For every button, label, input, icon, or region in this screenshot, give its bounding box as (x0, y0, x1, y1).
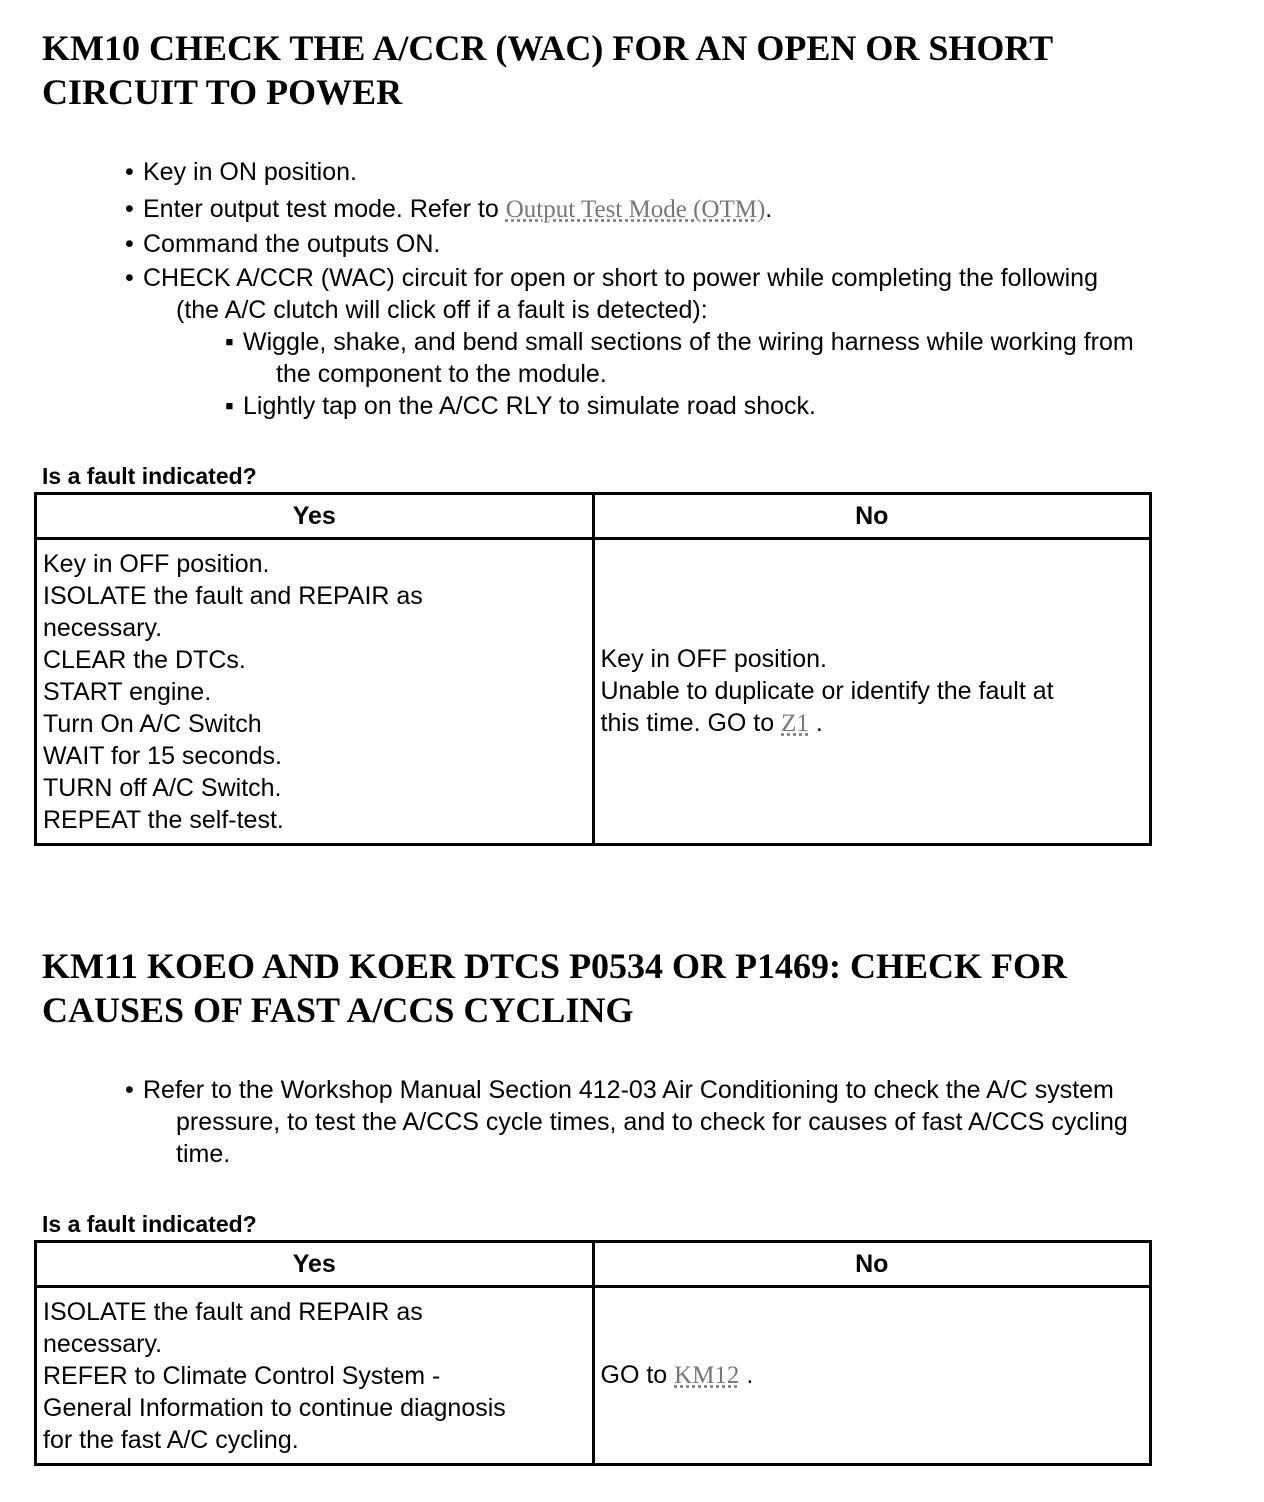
km10-step-4-line-2: (the A/C clutch will click off if a fault is detected): (176, 296, 708, 324)
km10-yes-line: necessary. (43, 613, 163, 642)
km11-yes-line: General Information to continue diagnosis (43, 1393, 506, 1422)
km10-substep-1-line-2: the component to the module. (276, 360, 607, 388)
km10-step-1-text: Key in ON position. (143, 158, 357, 186)
bullet-icon: • (125, 158, 134, 186)
km11-no-goto-text: GO to (600, 1361, 668, 1389)
km10-no-header: No (593, 494, 1151, 539)
link-suffix: . (808, 709, 823, 737)
km10-step-3 (125, 228, 441, 260)
km10-heading-line-2: CIRCUIT TO POWER (42, 72, 403, 112)
bullet-icon: • (125, 230, 134, 258)
km10-no-cell (593, 539, 1151, 845)
km11-yes-header: Yes (36, 1242, 594, 1287)
km11-no-line-goto (601, 1359, 1144, 1392)
period: . (765, 195, 773, 223)
km10-yes-line: REPEAT the self-test. (43, 805, 284, 834)
otm-link[interactable]: Output Test Mode (OTM) (505, 196, 766, 223)
bullet-icon: • (125, 195, 134, 223)
km10-heading (42, 26, 1242, 114)
km11-step-1 (125, 1074, 1128, 1170)
km12-link[interactable]: KM12 (674, 1362, 740, 1389)
bullet-icon: • (125, 264, 134, 292)
km11-yes-cell (36, 1287, 594, 1465)
km10-yes-line: ISOLATE the fault and REPAIR as (43, 581, 423, 610)
km11-heading-line-2: CAUSES OF FAST A/CCS CYCLING (42, 990, 634, 1030)
km11-no-header: No (593, 1242, 1151, 1287)
km10-yes-line: START engine. (43, 677, 212, 706)
bullet-icon: • (125, 1076, 134, 1104)
km11-question: Is a fault indicated? (42, 1211, 257, 1237)
km10-yes-line: TURN off A/C Switch. (43, 773, 282, 802)
km10-yes-line: WAIT for 15 seconds. (43, 741, 282, 770)
km11-heading-line-1: KM11 KOEO AND KOER DTCS P0534 OR P1469: CHECK FOR (42, 946, 1068, 986)
z1-link[interactable]: Z1 (781, 710, 809, 737)
km10-substep-1-line-1: Wiggle, shake, and bend small sections of the wiring harness while working from (243, 328, 1134, 356)
km10-step-2 (125, 193, 773, 226)
km11-yes-line: necessary. (43, 1329, 163, 1358)
km10-no-goto-text: this time. GO to (600, 709, 775, 737)
square-bullet-icon: ▪ (225, 328, 234, 356)
km11-step-1-line-2: pressure, to test the A/CCS cycle times, and to check for causes of fast A/CCS cycling (176, 1108, 1128, 1136)
km10-question: Is a fault indicated? (42, 463, 257, 489)
km11-yes-line: for the fast A/C cycling. (43, 1425, 299, 1454)
km10-step-3-text: Command the outputs ON. (143, 230, 441, 258)
km10-step-1 (125, 156, 357, 188)
km10-yes-header: Yes (36, 494, 594, 539)
km10-substep-2-text: Lightly tap on the A/CC RLY to simulate road shock. (243, 392, 816, 420)
km11-yes-line: REFER to Climate Control System - (43, 1361, 441, 1390)
km10-step-4-line-1: CHECK A/CCR (WAC) circuit for open or short to power while completing the following (143, 264, 1098, 292)
km11-heading (42, 944, 1242, 1032)
link-suffix: . (739, 1361, 754, 1389)
km10-result-table (34, 492, 1152, 846)
km10-no-line-goto (601, 707, 1144, 740)
km10-yes-line: Key in OFF position. (43, 549, 270, 578)
square-bullet-icon: ▪ (225, 392, 234, 420)
km11-no-cell (593, 1287, 1151, 1465)
km10-yes-cell (36, 539, 594, 845)
km10-step-2-text: Enter output test mode. Refer to (143, 195, 499, 223)
km10-substep-2 (225, 390, 816, 422)
km11-yes-line: ISOLATE the fault and REPAIR as (43, 1297, 423, 1326)
km10-no-line: Unable to duplicate or identify the fault at (600, 677, 1054, 705)
km10-step-4 (125, 262, 1098, 326)
km10-no-line: Key in OFF position. (600, 645, 827, 673)
km10-heading-line-1: KM10 CHECK THE A/CCR (WAC) FOR AN OPEN OR SHORT (42, 28, 1054, 68)
km11-result-table (34, 1240, 1152, 1466)
km10-yes-line: Turn On A/C Switch (43, 709, 262, 738)
km11-step-1-line-3: time. (176, 1140, 231, 1168)
km11-step-1-line-1: Refer to the Workshop Manual Section 412-03 Air Conditioning to check the A/C system (143, 1076, 1114, 1104)
km10-substep-1 (225, 326, 1134, 390)
km10-yes-line: CLEAR the DTCs. (43, 645, 246, 674)
